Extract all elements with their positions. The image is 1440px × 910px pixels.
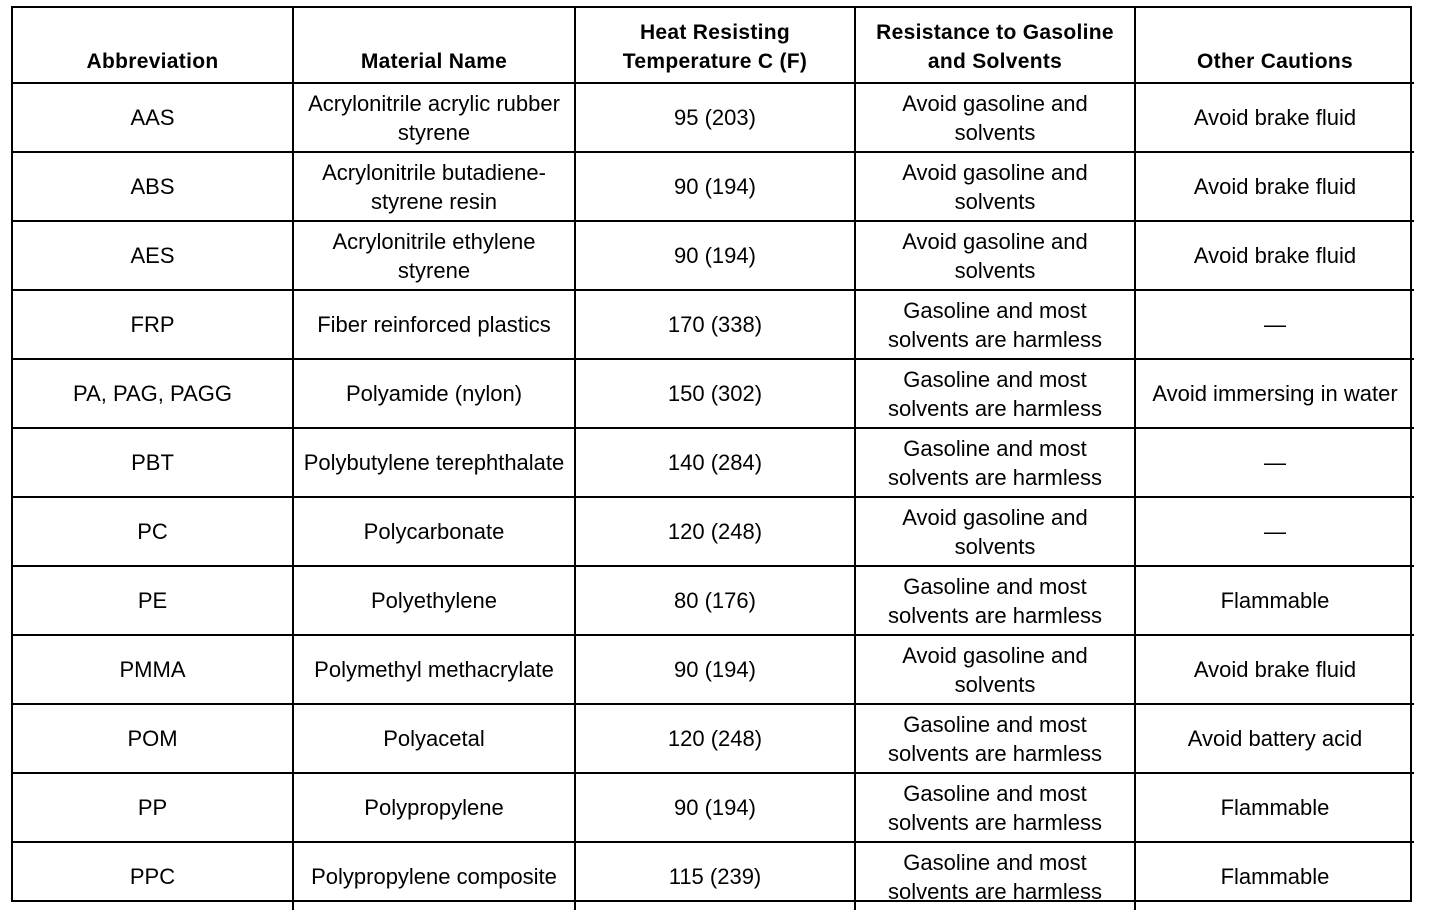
cell-gasoline-resistance: Gasoline and most solvents are harmless (855, 428, 1135, 497)
cell-other-cautions: Flammable (1135, 566, 1414, 635)
cell-other-cautions: Flammable (1135, 842, 1414, 910)
cell-material-name: Polyethylene (293, 566, 575, 635)
table-header (13, 8, 1414, 83)
cell-other-cautions: Avoid battery acid (1135, 704, 1414, 773)
table-row (13, 566, 1414, 635)
header-row (13, 8, 1414, 83)
cell-abbreviation: AAS (13, 83, 293, 152)
cell-abbreviation: ABS (13, 152, 293, 221)
table-row (13, 773, 1414, 842)
cell-gasoline-resistance: Gasoline and most solvents are harmless (855, 773, 1135, 842)
cell-other-cautions: Avoid brake fluid (1135, 635, 1414, 704)
cell-material-name: Polymethyl methacrylate (293, 635, 575, 704)
cell-heat-temperature: 80 (176) (575, 566, 855, 635)
table-row (13, 290, 1414, 359)
cell-other-cautions: Avoid brake fluid (1135, 221, 1414, 290)
cell-abbreviation: POM (13, 704, 293, 773)
cell-gasoline-resistance: Gasoline and most solvents are harmless (855, 704, 1135, 773)
cell-gasoline-resistance: Gasoline and most solvents are harmless (855, 359, 1135, 428)
table-row (13, 842, 1414, 910)
cell-heat-temperature: 140 (284) (575, 428, 855, 497)
table-row (13, 359, 1414, 428)
table-row (13, 704, 1414, 773)
cell-material-name: Polyacetal (293, 704, 575, 773)
cell-material-name: Polypropylene (293, 773, 575, 842)
cell-heat-temperature: 120 (248) (575, 497, 855, 566)
cell-material-name: Acrylonitrile ethylene styrene (293, 221, 575, 290)
table-row (13, 497, 1414, 566)
cell-other-cautions: — (1135, 428, 1414, 497)
cell-gasoline-resistance: Avoid gasoline and solvents (855, 635, 1135, 704)
cell-abbreviation: PA, PAG, PAGG (13, 359, 293, 428)
cell-abbreviation: PPC (13, 842, 293, 910)
table-body (13, 83, 1414, 910)
header-heat-resisting-temperature: Heat Resisting Temperature C (F) (575, 8, 855, 83)
cell-gasoline-resistance: Gasoline and most solvents are harmless (855, 842, 1135, 910)
cell-heat-temperature: 115 (239) (575, 842, 855, 910)
cell-abbreviation: PP (13, 773, 293, 842)
table-row (13, 221, 1414, 290)
cell-material-name: Polybutylene terephthalate (293, 428, 575, 497)
header-abbreviation: Abbreviation (13, 8, 293, 83)
cell-gasoline-resistance: Avoid gasoline and solvents (855, 221, 1135, 290)
header-resistance-gasoline-solvents: Resistance to Gasoline and Solvents (855, 8, 1135, 83)
cell-heat-temperature: 170 (338) (575, 290, 855, 359)
cell-heat-temperature: 90 (194) (575, 152, 855, 221)
cell-other-cautions: — (1135, 290, 1414, 359)
cell-heat-temperature: 90 (194) (575, 221, 855, 290)
cell-heat-temperature: 90 (194) (575, 635, 855, 704)
cell-material-name: Polyamide (nylon) (293, 359, 575, 428)
cell-other-cautions: Flammable (1135, 773, 1414, 842)
cell-heat-temperature: 90 (194) (575, 773, 855, 842)
cell-gasoline-resistance: Gasoline and most solvents are harmless (855, 566, 1135, 635)
cell-heat-temperature: 120 (248) (575, 704, 855, 773)
plastic-materials-table (13, 8, 1414, 910)
cell-abbreviation: PMMA (13, 635, 293, 704)
cell-abbreviation: FRP (13, 290, 293, 359)
cell-material-name: Polycarbonate (293, 497, 575, 566)
materials-table-frame (11, 6, 1412, 902)
cell-heat-temperature: 95 (203) (575, 83, 855, 152)
cell-gasoline-resistance: Avoid gasoline and solvents (855, 152, 1135, 221)
cell-abbreviation: AES (13, 221, 293, 290)
table-row (13, 428, 1414, 497)
cell-gasoline-resistance: Avoid gasoline and solvents (855, 497, 1135, 566)
table-row (13, 83, 1414, 152)
cell-gasoline-resistance: Avoid gasoline and solvents (855, 83, 1135, 152)
cell-abbreviation: PBT (13, 428, 293, 497)
cell-material-name: Fiber reinforced plastics (293, 290, 575, 359)
cell-gasoline-resistance: Gasoline and most solvents are harmless (855, 290, 1135, 359)
cell-other-cautions: Avoid immersing in water (1135, 359, 1414, 428)
cell-other-cautions: Avoid brake fluid (1135, 152, 1414, 221)
cell-material-name: Acrylonitrile acrylic rubber styrene (293, 83, 575, 152)
cell-material-name: Polypropylene composite (293, 842, 575, 910)
cell-other-cautions: — (1135, 497, 1414, 566)
table-row (13, 635, 1414, 704)
table-row (13, 152, 1414, 221)
header-other-cautions: Other Cautions (1135, 8, 1414, 83)
cell-other-cautions: Avoid brake fluid (1135, 83, 1414, 152)
cell-material-name: Acrylonitrile butadiene-styrene resin (293, 152, 575, 221)
cell-abbreviation: PC (13, 497, 293, 566)
cell-heat-temperature: 150 (302) (575, 359, 855, 428)
header-material-name: Material Name (293, 8, 575, 83)
cell-abbreviation: PE (13, 566, 293, 635)
